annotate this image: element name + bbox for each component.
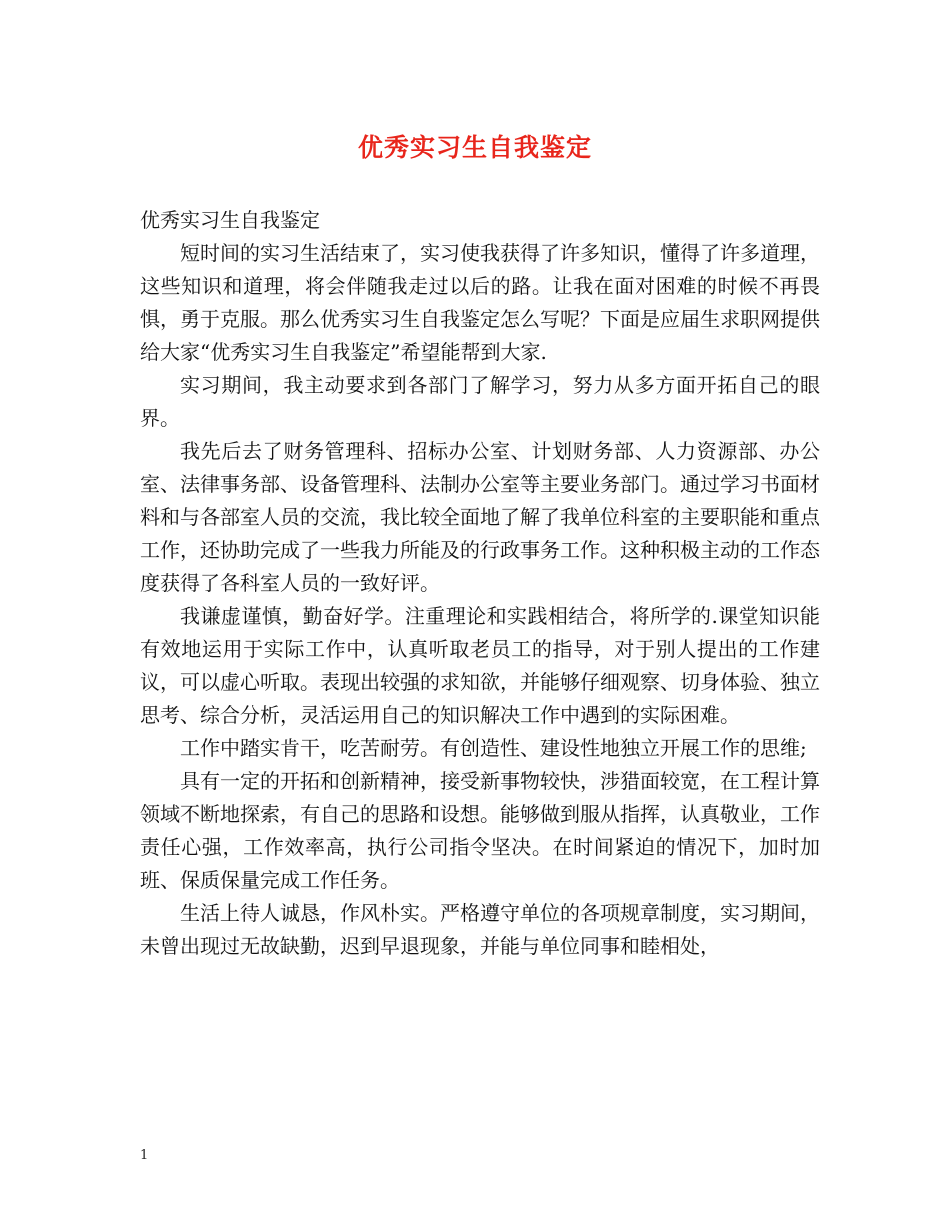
paragraph: 实习期间，我主动要求到各部门了解学习，努力从多方面开拓自己的眼界。 bbox=[140, 373, 820, 430]
paragraph: 具有一定的开拓和创新精神，接受新事物较快，涉猎面较宽，在工程计算领域不断地探索，有自己的思路和设想。能够做到服从指挥，认真敬业，工作责任心强，工作效率高，执行公司指令坚决。在时间紧迫的情况下，加时加班、保质保量完成工作任务。 bbox=[140, 769, 820, 892]
paragraph: 我先后去了财务管理科、招标办公室、计划财务部、人力资源部、办公室、法律事务部、设备管理科、法制办公室等主要业务部门。通过学习书面材料和与各部室人员的交流，我比较全面地了解了我单位科室的主要职能和重点工作，还协助完成了一些我力所能及的行政事务工作。这种积极主动的工作态度获得了各科室人员的一致好评。 bbox=[140, 439, 820, 595]
document-title: 优秀实习生自我鉴定 bbox=[357, 133, 592, 162]
page-number: 1 bbox=[140, 1148, 149, 1163]
document-body bbox=[140, 204, 820, 963]
document-subtitle: 优秀实习生自我鉴定 bbox=[140, 208, 320, 232]
paragraph: 短时间的实习生活结束了，实习使我获得了许多知识，懂得了许多道理，这些知识和道理，将会伴随我走过以后的路。让我在面对困难的时候不再畏惧，勇于克服。那么优秀实习生自我鉴定怎么写呢？下面是应届生求职网提供给大家“优秀实习生自我鉴定”希望能帮到大家. bbox=[140, 241, 820, 364]
paragraph: 工作中踏实肯干，吃苦耐劳。有创造性、建设性地独立开展工作的思维; bbox=[180, 736, 807, 760]
paragraph: 生活上待人诚恳，作风朴实。严格遵守单位的各项规章制度，实习期间，未曾出现过无故缺勤，迟到早退现象，并能与单位同事和睦相处， bbox=[140, 901, 820, 958]
paragraph: 我谦虚谨慎，勤奋好学。注重理论和实践相结合，将所学的.课堂知识能有效地运用于实际工作中，认真听取老员工的指导，对于别人提出的工作建议，可以虚心听取。表现出较强的求知欲，并能够仔细观察、切身体验、独立思考、综合分析，灵活运用自己的知识解决工作中遇到的实际困难。 bbox=[140, 604, 820, 727]
